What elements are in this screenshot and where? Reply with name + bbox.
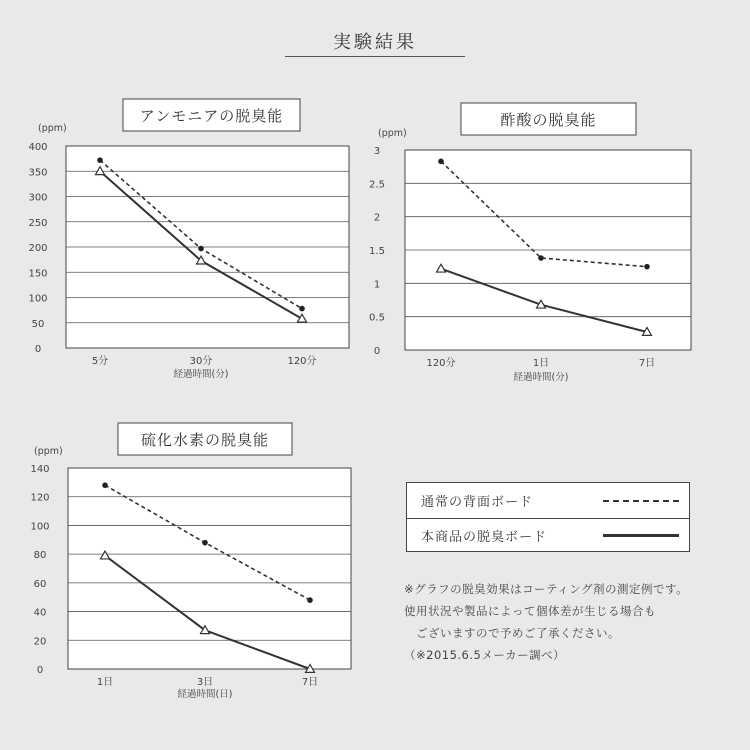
data-point-dot <box>644 264 650 270</box>
y-tick-label: 20 <box>33 636 47 648</box>
x-tick-label: 3日 <box>196 677 214 688</box>
x-axis-label: 経過時間(分) <box>513 372 569 383</box>
y-tick-label: 1 <box>373 279 381 291</box>
plot-area <box>68 468 351 669</box>
y-tick-label: 80 <box>33 550 47 562</box>
y-tick-label: 2.5 <box>369 179 385 191</box>
y-tick-label: 400 <box>28 142 48 153</box>
x-axis-label: 経過時間(分) <box>173 369 229 380</box>
chart-title: アンモニアの脱臭能 <box>139 107 284 125</box>
y-tick-label: 3 <box>373 146 381 157</box>
y-axis-label: (ppm) <box>378 128 407 139</box>
y-tick-label: 100 <box>30 521 50 533</box>
legend-dashed-line <box>603 500 679 502</box>
y-tick-label: 350 <box>28 167 48 179</box>
x-tick-label: 7日 <box>638 358 656 369</box>
data-point-dot <box>307 597 313 603</box>
y-tick-label: 100 <box>28 293 48 305</box>
legend-label-product: 本商品の脱臭ボード <box>421 530 548 545</box>
footnote-line: ございますので予めご了承ください。 <box>404 626 620 640</box>
legend-label-normal: 通常の背面ボード <box>421 495 534 510</box>
y-tick-label: 0.5 <box>369 312 385 324</box>
legend-solid-line <box>603 534 679 537</box>
y-axis-label: (ppm) <box>34 446 63 457</box>
x-tick-label: 1日 <box>96 677 114 688</box>
y-tick-label: 120 <box>30 492 50 504</box>
data-point-dot <box>97 157 103 163</box>
x-tick-label: 30分 <box>189 356 213 367</box>
data-point-dot <box>538 255 544 261</box>
y-tick-label: 150 <box>28 268 48 280</box>
data-point-dot <box>198 246 204 252</box>
y-tick-label: 40 <box>33 607 47 619</box>
chart-title: 硫化水素の脱臭能 <box>140 431 270 449</box>
y-tick-label: 60 <box>33 578 47 590</box>
footnote-line: 使用状況や製品によって個体差が生じる場合も <box>404 604 656 618</box>
y-tick-label: 1.5 <box>369 246 385 257</box>
chart-title: 酢酸の脱臭能 <box>500 111 597 129</box>
y-tick-label: 200 <box>28 243 48 254</box>
legend-item-normal <box>407 483 689 519</box>
x-tick-label: 1日 <box>532 358 550 369</box>
y-tick-label: 0 <box>373 346 381 357</box>
y-tick-label: 250 <box>28 217 48 229</box>
x-tick-label: 120分 <box>426 358 456 369</box>
data-point-dot <box>102 482 108 488</box>
y-axis-label: (ppm) <box>38 123 67 134</box>
x-tick-label: 5分 <box>91 356 109 367</box>
y-tick-label: 300 <box>28 192 48 204</box>
x-axis-label: 経過時間(日) <box>177 689 233 700</box>
x-tick-label: 120分 <box>287 356 317 367</box>
y-tick-label: 0 <box>36 665 44 676</box>
data-point-dot <box>299 306 305 312</box>
y-tick-label: 140 <box>30 464 50 475</box>
legend-item-product <box>407 518 689 553</box>
footnote <box>404 578 744 666</box>
x-tick-label: 7日 <box>301 677 319 688</box>
data-point-dot <box>202 540 208 546</box>
footnote-line: （※2015.6.5メーカー調べ） <box>404 648 566 662</box>
page-title: 実験結果 <box>333 32 417 53</box>
y-tick-label: 0 <box>34 344 42 355</box>
y-tick-label: 50 <box>31 318 45 330</box>
y-tick-label: 2 <box>373 212 381 224</box>
data-point-dot <box>438 159 444 165</box>
legend <box>406 482 690 552</box>
footnote-line: ※グラフの脱臭効果はコーティング剤の測定例です。 <box>404 582 689 596</box>
